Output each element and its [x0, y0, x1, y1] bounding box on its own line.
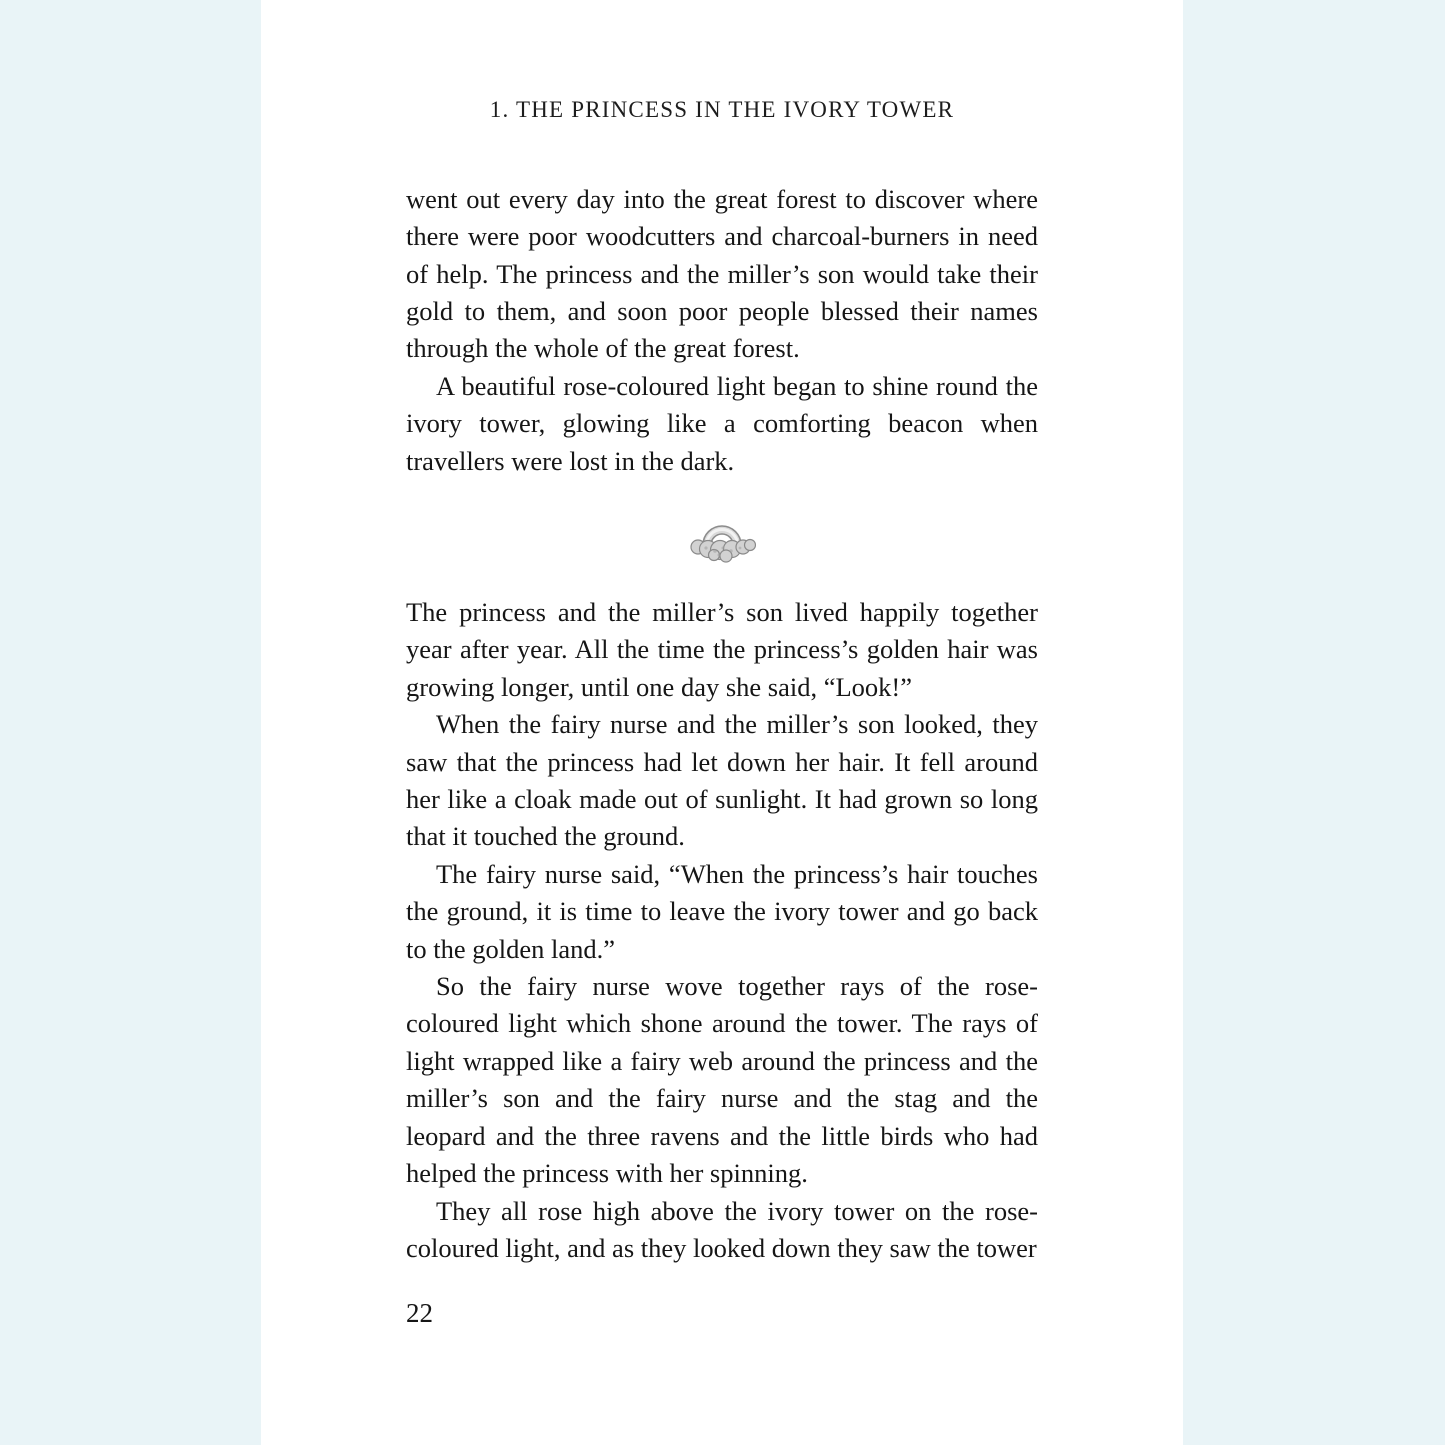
chapter-running-header: 1. THE PRINCESS IN THE IVORY TOWER [489, 97, 955, 122]
page-number: 22 [406, 1298, 433, 1329]
paragraph: So the fairy nurse wove together rays of the rose-coloured light which shone around the tower. The rays of light wrapped like a fairy web around the princess and the miller’s son and the fairy nurse and the stag and the leopard and the three ravens and the little birds who had helped the princess with her spinning. [406, 971, 1038, 1189]
paragraph: A beautiful rose-coloured light began to shine round the ivory tower, glowing like a comforting beacon when travellers were lost in the dark. [406, 370, 1038, 476]
paragraph: The fairy nurse said, “When the princess’s hair touches the ground, it is time to leave the ivory tower and go back to the golden land.” [406, 858, 1038, 964]
page-text-block [406, 181, 1038, 1333]
section-break-ornament [406, 507, 1038, 563]
paragraph: went out every day into the great forest to discover where there were poor woodcutters and charcoal-burners in need of help. The princess and the miller’s son would take their gold to them, and soon poor people blessed their names through the whole of the great forest. [406, 183, 1038, 364]
paragraph: The princess and the miller’s son lived happily together year after year. All the time the princess’s golden hair was growing longer, until one day she said, “Look!” [406, 597, 1038, 702]
paragraph: They all rose high above the ivory tower on the rose-coloured light, and as they looked down they saw the tower [406, 1195, 1038, 1263]
book-page [261, 0, 1183, 1445]
paragraph: When the fairy nurse and the miller’s son looked, they saw that the princess had let down her hair. It fell around her like a cloak made out of sunlight. It had grown so long that it touched the ground. [406, 709, 1038, 852]
rainbow-cloud-icon [688, 507, 756, 563]
